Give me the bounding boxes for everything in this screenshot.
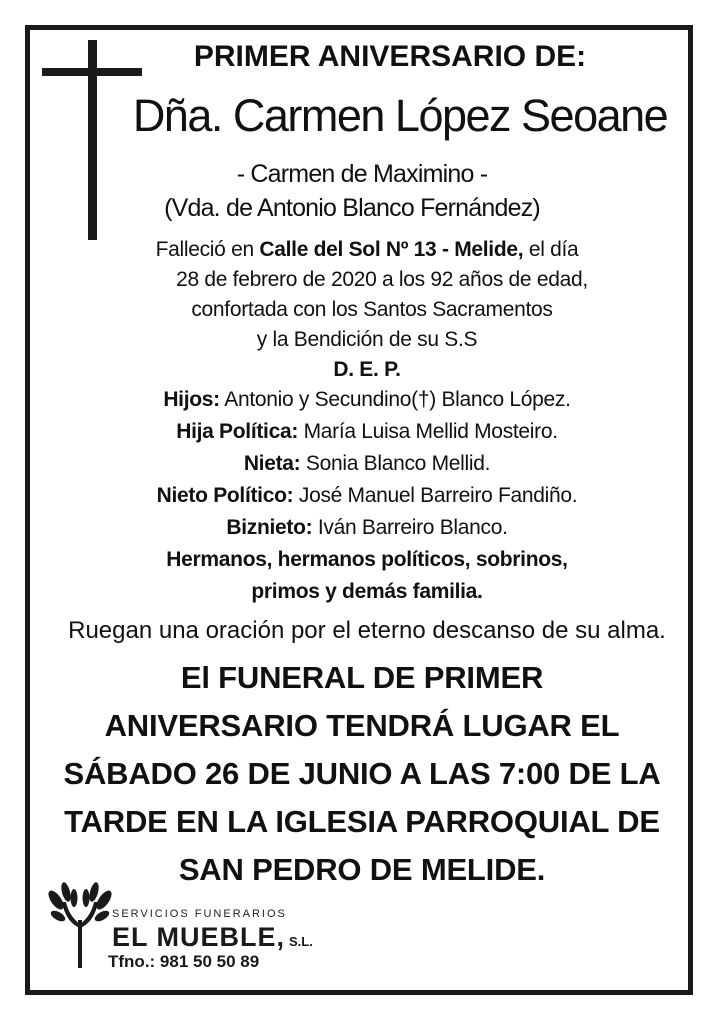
widow-of: (Vda. de Antonio Blanco Fernández) (164, 194, 540, 222)
funeral-line-2: ANIVERSARIO TENDRÁ LUGAR EL (104, 708, 620, 743)
family-label: Nieta: (243, 452, 301, 475)
family-label: Nieto Político: (156, 484, 294, 507)
relatives-line-1: Hermanos, hermanos políticos, sobrinos, (166, 548, 568, 571)
family-value: María Luisa Mellid Mosteiro. (298, 420, 558, 443)
blessing-line: y la Bendición de su S.S (256, 328, 478, 351)
family-granddaughter (5, 452, 724, 476)
family-value: Antonio y Secundino(†) Blanco López. (219, 388, 571, 411)
funeral-line-5: SAN PEDRO DE MELIDE. (178, 852, 546, 887)
family-label: Biznieto: (226, 516, 313, 539)
logo-services-text: SERVICIOS FUNERARIOS (112, 908, 287, 920)
relatives-line-2: primos y demás familia. (251, 580, 483, 603)
sacraments-line: confortada con los Santos Sacramentos (191, 298, 553, 321)
funeral-home-logo (48, 880, 368, 980)
deceased-name: Dña. Carmen López Seoane (132, 90, 668, 141)
funeral-line-1: El FUNERAL DE PRIMER (180, 660, 544, 695)
death-suffix: el día (523, 238, 579, 261)
logo-phone: Tfno.: 981 50 50 89 (108, 952, 260, 971)
anniversary-header: PRIMER ANIVERSARIO DE: (193, 40, 587, 73)
dep: D. E. P. (333, 358, 401, 381)
family-daughter-in-law (5, 420, 724, 444)
logo-suffix: S.L. (289, 934, 313, 949)
funeral-line-4: TARDE EN LA IGLESIA PARROQUIAL DE (64, 804, 660, 839)
tree-of-life-icon (48, 880, 112, 974)
family-label: Hija Política: (176, 420, 299, 443)
death-date: 28 de febrero de 2020 a los 92 años de edad, (176, 268, 588, 291)
logo-company-name (112, 922, 313, 953)
funeral-line-3: SÁBADO 26 DE JUNIO A LAS 7:00 DE LA (63, 756, 661, 791)
family-label: Hijos: (163, 388, 220, 411)
family-great-grandson (5, 516, 724, 540)
family-value: Sonia Blanco Mellid. (300, 452, 491, 475)
family-value: José Manuel Barreiro Fandiño. (293, 484, 578, 507)
prayer-request: Ruegan una oración por el eterno descanso de su alma. (68, 617, 666, 644)
logo-name-text: EL MUEBLE, (112, 922, 286, 952)
family-grandson-in-law (5, 484, 724, 508)
family-children (5, 388, 724, 412)
family-value: Iván Barreiro Blanco. (312, 516, 508, 539)
death-prefix: Falleció en (155, 238, 260, 261)
death-place-line (5, 238, 724, 262)
nickname: - Carmen de Maximino - (236, 160, 488, 188)
death-place: Calle del Sol Nº 13 - Melide, (259, 238, 524, 261)
